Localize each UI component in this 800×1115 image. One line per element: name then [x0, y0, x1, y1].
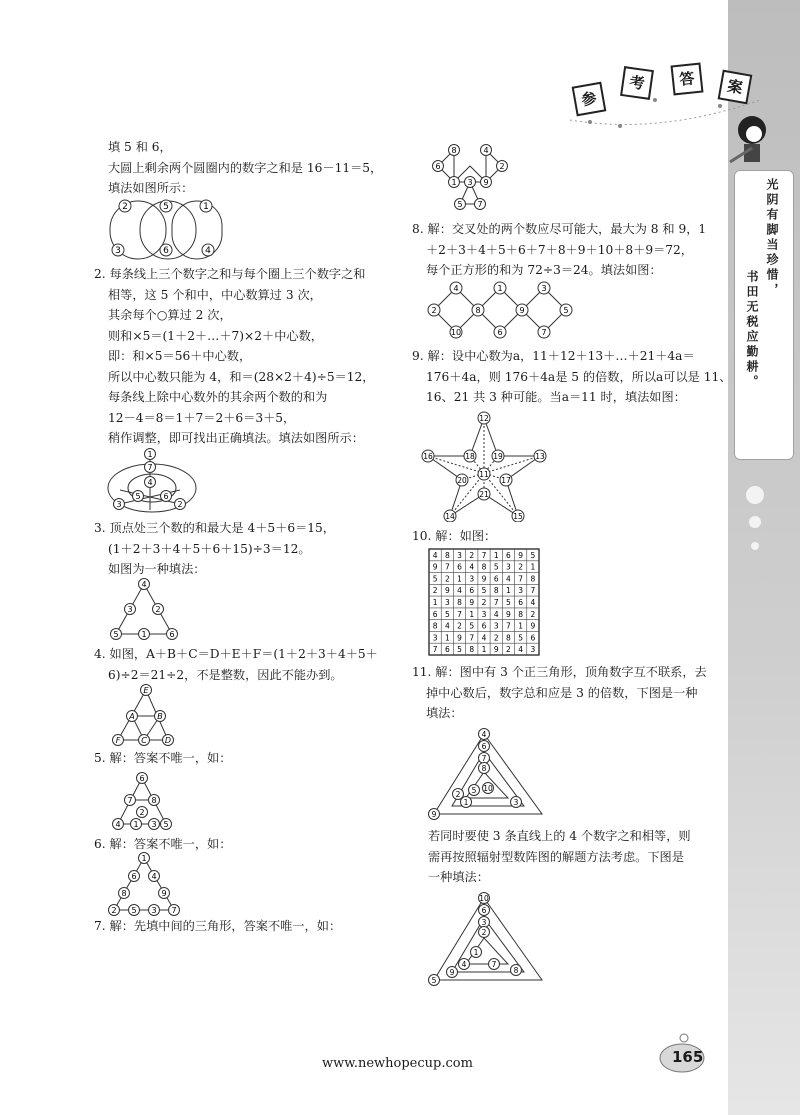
- node-label: 7: [171, 906, 177, 915]
- node-label: 2: [111, 906, 117, 915]
- sudoku-cell: 8: [506, 633, 511, 643]
- motto-line-2: 书田无税应勤耕。: [745, 270, 759, 390]
- sudoku-cell: 9: [493, 645, 499, 655]
- sudoku-cell: 6: [444, 645, 450, 655]
- node-label: 1: [203, 202, 209, 212]
- sudoku-cell: 8: [481, 562, 487, 572]
- sudoku-cell: 1: [457, 574, 462, 584]
- sudoku-cell: 8: [469, 645, 475, 655]
- sudoku-cell: 6: [493, 574, 499, 584]
- node-label: 4: [151, 872, 157, 881]
- node-label: 8: [121, 889, 127, 898]
- text-line: 6. 解：答案不唯一，如：: [94, 837, 232, 851]
- sudoku-cell: 1: [506, 586, 511, 596]
- sudoku-cell: 1: [530, 562, 536, 572]
- node-label: 10: [450, 328, 462, 337]
- sudoku-cell: 8: [432, 621, 438, 631]
- node-label: E: [143, 686, 149, 695]
- sudoku-cell: 7: [432, 645, 438, 655]
- fig-triangle-5: [110, 770, 176, 830]
- fig-triangle-6: [108, 852, 182, 916]
- node-label: 18: [465, 452, 475, 461]
- fig-triangle-3: [106, 576, 182, 642]
- sudoku-cell: 7: [518, 574, 524, 584]
- sudoku-cell: 9: [457, 633, 462, 643]
- node-label: 5: [431, 976, 437, 985]
- footer-url: www.newhopecup.com: [322, 1056, 473, 1071]
- node-label: 16: [423, 452, 433, 461]
- node-label: 4: [115, 820, 121, 829]
- right-text-11b: [428, 826, 691, 888]
- header-char-1: 参: [572, 82, 607, 117]
- sudoku-cell: 9: [530, 621, 536, 631]
- node-label: 5: [163, 820, 169, 829]
- sudoku-cell: 2: [469, 550, 475, 560]
- node-label: 1: [141, 630, 147, 639]
- node-label: 3: [467, 178, 473, 187]
- sudoku-cell: 4: [444, 621, 450, 631]
- sudoku-cell: 6: [518, 598, 524, 607]
- text-line: 其余每个○算过 2 次，: [108, 308, 232, 322]
- node-label: 5: [113, 630, 119, 639]
- node-label: 2: [122, 202, 128, 212]
- sudoku-cell: 4: [481, 633, 487, 643]
- sudoku-cell: 3: [518, 586, 524, 596]
- node-label: 2: [139, 808, 145, 817]
- sudoku-cell: 6: [457, 562, 462, 572]
- node-label: 9: [519, 306, 525, 315]
- node-label: 3: [151, 820, 157, 829]
- node-label: 1: [147, 450, 153, 459]
- sudoku-cell: 4: [469, 562, 475, 572]
- deco-dot: [751, 542, 759, 550]
- text-line: 掉中心数后，数字总和应是 3 的倍数，下图是一种: [426, 685, 698, 700]
- text-line: 9. 解：设中心数为a，11＋12＋13＋…＋21＋4a＝: [412, 349, 695, 363]
- right-text-11: [412, 662, 707, 724]
- node-label: 3: [115, 246, 121, 256]
- sudoku-cell: 4: [432, 550, 438, 560]
- sudoku-cell: 2: [481, 598, 487, 607]
- sudoku-grid: [428, 548, 542, 658]
- left-text-top: [108, 137, 382, 199]
- sudoku-cell: 9: [518, 550, 524, 560]
- sudoku-cell: 1: [518, 621, 524, 631]
- sudoku-cell: 2: [444, 574, 450, 584]
- sudoku-cell: 9: [506, 609, 511, 619]
- fig-nested-triangle-11b: [428, 892, 548, 988]
- node-label: 6: [131, 872, 137, 881]
- node-label: 4: [483, 146, 489, 155]
- node-label: 4: [481, 730, 487, 739]
- node-label: 6: [481, 906, 487, 915]
- sudoku-cell: 4: [530, 598, 536, 607]
- text-line: 每个正方形的和为 72÷3＝24。填法如图：: [426, 263, 662, 277]
- node-label: 3: [127, 605, 133, 614]
- sudoku-cell: 9: [444, 586, 450, 596]
- text-line: 11. 解：图中有 3 个正三角形，顶角数字互不联系，去: [412, 665, 707, 679]
- sudoku-cell: 3: [481, 609, 487, 619]
- text-line: 4. 如图，A＋B＋C＝D＋E＋F＝(1＋2＋3＋4＋5＋: [94, 647, 378, 661]
- sudoku-cell: 6: [506, 550, 511, 560]
- text-line: 若同时要使 3 条直线上的 4 个数字之和相等，则: [428, 829, 691, 843]
- node-label: 8: [151, 796, 157, 805]
- left-text-3: [94, 518, 335, 580]
- node-label: 19: [493, 452, 503, 461]
- node-label: 7: [541, 328, 547, 337]
- node-label: 1: [133, 820, 139, 829]
- sudoku-cell: 5: [530, 550, 536, 560]
- sudoku-cell: 4: [493, 609, 499, 619]
- text-line: 填 5 和 6，: [108, 140, 172, 154]
- node-label: 2: [481, 928, 487, 937]
- sudoku-cell: 8: [493, 586, 499, 596]
- sudoku-cell: 3: [493, 621, 499, 631]
- sudoku-cell: 1: [444, 633, 450, 643]
- sudoku-cell: 3: [432, 633, 438, 643]
- text-line: 5. 解：答案不唯一，如：: [94, 751, 232, 765]
- sudoku-cell: 5: [444, 609, 450, 619]
- node-label: 4: [141, 580, 147, 589]
- sudoku-cell: 5: [457, 645, 462, 655]
- text-line: 一种填法：: [428, 870, 489, 884]
- sudoku-cell: 7: [469, 633, 475, 643]
- sudoku-cell: 4: [506, 574, 511, 584]
- right-text-10: [412, 526, 496, 547]
- node-label: 3: [481, 918, 487, 927]
- sudoku-cell: 1: [432, 598, 438, 607]
- sudoku-cell: 5: [506, 598, 511, 607]
- sudoku-cell: 7: [530, 586, 536, 596]
- fig-squares-8: [426, 280, 586, 344]
- sudoku-cell: 1: [481, 645, 487, 655]
- node-label: 5: [131, 906, 137, 915]
- fig-star-9: [420, 410, 550, 522]
- node-label: 7: [147, 463, 153, 472]
- text-line: 每条线上除中心数外的其余两个数的和为: [108, 390, 328, 404]
- sudoku-cell: 4: [457, 586, 462, 596]
- left-text-2: [94, 264, 374, 449]
- sudoku-cell: 9: [432, 562, 438, 572]
- text-line: 10. 解：如图：: [412, 529, 497, 543]
- node-label: 17: [501, 476, 511, 485]
- node-label: 20: [457, 476, 467, 485]
- node-label: 3: [116, 500, 122, 509]
- sudoku-cell: 5: [432, 574, 438, 584]
- header-char-3: 答: [671, 63, 704, 96]
- node-label: 2: [499, 162, 505, 171]
- deco-dot: [749, 516, 761, 528]
- node-label: 5: [457, 200, 463, 209]
- node-label: 9: [161, 889, 167, 898]
- header-char-2: 考: [620, 66, 654, 100]
- sudoku-cell: 6: [530, 633, 536, 643]
- sudoku-cell: 5: [518, 633, 524, 643]
- text-line: 大圆上剩余两个圆圈内的数字之和是 16－11＝5，: [108, 160, 383, 175]
- node-label: A: [129, 712, 135, 721]
- deco-dot: [746, 486, 764, 504]
- node-label: 6: [435, 162, 441, 171]
- sudoku-cell: 3: [457, 550, 462, 560]
- fig-nested-triangle-11a: [428, 728, 548, 822]
- node-label: 14: [445, 512, 455, 521]
- node-label: 7: [491, 960, 497, 969]
- sudoku-cell: 2: [457, 621, 462, 631]
- node-label: 8: [481, 764, 487, 773]
- sudoku-cell: 7: [493, 598, 499, 607]
- node-label: 4: [147, 478, 153, 487]
- sudoku-cell: 4: [518, 645, 524, 655]
- sudoku-cell: 7: [481, 550, 487, 560]
- sudoku-cell: 9: [481, 574, 487, 584]
- sudoku-cell: 5: [481, 586, 487, 596]
- node-label: B: [157, 712, 163, 721]
- sudoku-cell: 5: [493, 562, 499, 572]
- node-label: 3: [513, 798, 519, 807]
- node-label: 6: [163, 246, 169, 256]
- node-label: 8: [513, 966, 519, 975]
- text-line: ＋2＋3＋4＋5＋6＋7＋8＋9＋10＋8＋9＝72，: [426, 242, 693, 257]
- text-line: 16、21 共 3 种可能。当a＝11 时，填法如图：: [426, 390, 686, 404]
- text-line: 3. 顶点处三个数的和最大是 4＋5＋6＝15，: [94, 521, 335, 535]
- node-label: 8: [451, 146, 457, 155]
- text-line: (1＋2＋3＋4＋5＋6＋15)÷3＝12。: [108, 541, 311, 556]
- node-label: 1: [497, 284, 503, 293]
- node-label: 6: [497, 328, 503, 337]
- text-line: 相等，这 5 个和中，中心数算过 3 次，: [108, 287, 322, 302]
- node-label: 3: [541, 284, 547, 293]
- node-label: C: [141, 736, 147, 745]
- node-label: 5: [471, 786, 477, 795]
- sudoku-cell: 9: [469, 598, 475, 607]
- node-label: 7: [481, 754, 487, 763]
- sudoku-cell: 3: [444, 598, 450, 607]
- text-line: 填法：: [426, 706, 463, 720]
- sudoku-cell: 1: [493, 550, 499, 560]
- node-label: 9: [431, 810, 437, 819]
- node-label: 4: [453, 284, 459, 293]
- text-line: 6)÷2＝21÷2，不是整数，因此不能办到。: [108, 667, 343, 682]
- text-line: 填法如图所示：: [108, 181, 194, 195]
- sudoku-cell: 8: [457, 598, 462, 607]
- text-line: 8. 解：交叉处的两个数应尽可能大，最大为 8 和 9，1: [412, 222, 707, 236]
- node-label: 1: [451, 178, 457, 187]
- node-label: 5: [563, 306, 569, 315]
- node-label: 2: [455, 790, 461, 799]
- text-line: 7. 解：先填中间的三角形，答案不唯一，如：: [94, 919, 342, 933]
- node-label: 9: [449, 968, 455, 977]
- sudoku-cell: 8: [530, 574, 536, 584]
- node-label: 1: [473, 948, 479, 957]
- node-label: 9: [483, 178, 489, 187]
- fig-triangle-4: [110, 684, 174, 746]
- sudoku-cell: 6: [469, 586, 475, 596]
- right-text-9: [412, 346, 731, 408]
- fig-circles-1: [106, 198, 226, 262]
- sudoku-cell: 3: [506, 562, 511, 572]
- sudoku-cell: 7: [457, 609, 462, 619]
- text-line: 如图为一种填法：: [108, 562, 206, 576]
- header-char-4: 案: [718, 70, 753, 105]
- left-text-4: [94, 644, 378, 685]
- text-line: 2. 每条线上三个数字之和与每个圈上三个数字之和: [94, 267, 366, 281]
- node-label: 6: [139, 774, 145, 783]
- text-line: 即：和×5＝56＋中心数，: [108, 349, 252, 363]
- cartoon-girl-icon: [722, 110, 780, 170]
- sudoku-cell: 6: [481, 621, 487, 631]
- node-label: 6: [169, 630, 175, 639]
- node-label: 15: [513, 512, 523, 521]
- node-label: 3: [151, 906, 157, 915]
- text-line: 稍作调整，即可找出正确填法。填法如图所示：: [108, 431, 364, 445]
- sudoku-cell: 2: [518, 562, 524, 572]
- page-number: 165: [672, 1048, 704, 1066]
- motto-line-1: 光阴有脚当珍惜，: [765, 178, 779, 298]
- node-label: 4: [205, 246, 211, 256]
- text-line: 12－4＝8＝1＋7＝2＋6＝3＋5，: [108, 410, 296, 425]
- node-label: 11: [479, 470, 489, 479]
- sudoku-cell: 2: [530, 609, 536, 619]
- node-label: 10: [483, 784, 493, 793]
- node-label: 10: [479, 894, 489, 903]
- text-line: 则和×5＝(1＋2＋…＋7)×2＋中心数，: [108, 328, 323, 343]
- text-line: 需再按照辐射型数阵图的解题方法考虑。下图是: [428, 849, 684, 864]
- sudoku-cell: 2: [432, 586, 438, 596]
- sudoku-cell: 1: [469, 609, 475, 619]
- node-label: 21: [479, 490, 489, 499]
- node-label: 2: [431, 306, 437, 315]
- sudoku-cell: 6: [432, 609, 438, 619]
- sudoku-cell: 2: [493, 633, 499, 643]
- node-label: 6: [163, 492, 169, 501]
- node-label: 12: [479, 414, 489, 423]
- node-label: 1: [463, 798, 469, 807]
- text-line: 所以中心数只能为 4，和＝(28×2＋4)÷5＝12，: [108, 369, 375, 384]
- sudoku-cell: 7: [506, 621, 511, 631]
- node-label: 7: [127, 796, 133, 805]
- node-label: 5: [135, 492, 141, 501]
- sudoku-cell: 5: [469, 621, 475, 631]
- node-label: 8: [475, 306, 481, 315]
- sudoku-cell: 3: [469, 574, 475, 584]
- node-label: 13: [535, 452, 545, 461]
- node-label: 4: [461, 960, 467, 969]
- sudoku-cell: 3: [530, 645, 536, 655]
- sudoku-cell: 7: [444, 562, 450, 572]
- node-label: D: [164, 736, 172, 745]
- node-label: 6: [481, 742, 487, 751]
- text-line: 176＋4a，则 176＋4a是 5 的倍数，所以a可以是 11、: [426, 369, 732, 384]
- right-text-8: [412, 219, 706, 281]
- left-text-7: [94, 916, 341, 937]
- fig-triangles-7: [424, 136, 516, 212]
- node-label: 7: [477, 200, 483, 209]
- sudoku-cell: 8: [444, 550, 450, 560]
- node-label: 2: [177, 500, 183, 509]
- sudoku-cell: 8: [518, 609, 524, 619]
- motto-box: [734, 170, 794, 460]
- node-label: F: [115, 736, 121, 745]
- left-text-5: [94, 748, 231, 769]
- node-label: 1: [141, 854, 147, 863]
- fig-concentric-ellipses: [106, 448, 202, 514]
- node-label: 5: [163, 202, 169, 212]
- sudoku-cell: 2: [506, 645, 511, 655]
- node-label: 2: [155, 605, 161, 614]
